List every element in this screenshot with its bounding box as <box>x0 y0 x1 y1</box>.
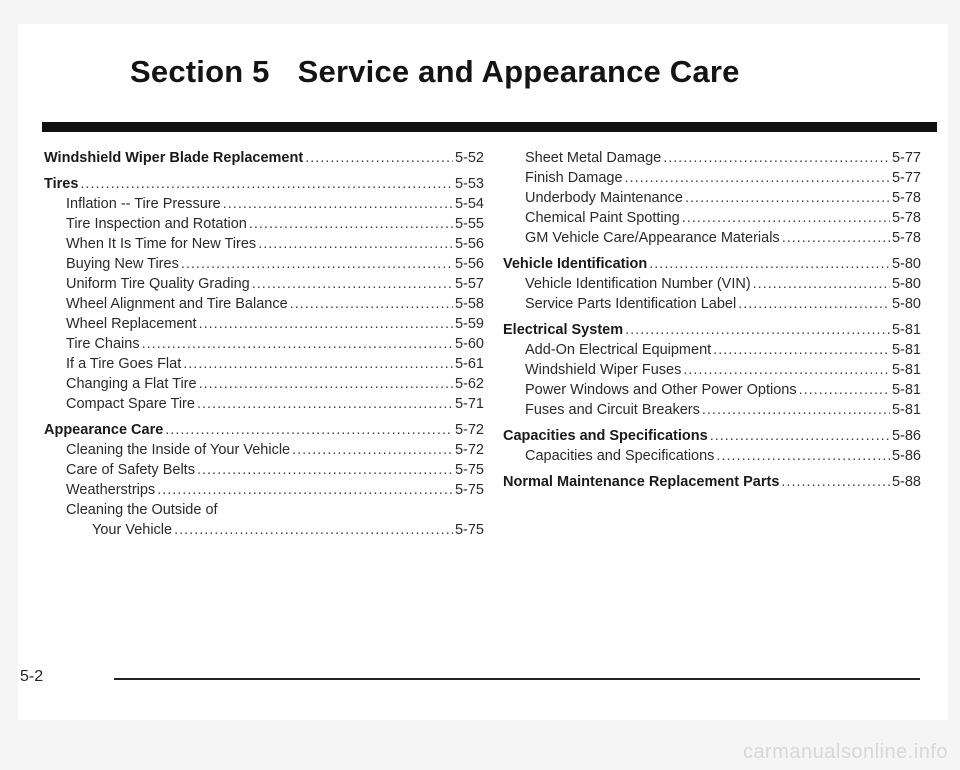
dot-leader <box>292 440 453 460</box>
toc-section-entry[interactable] <box>44 148 484 168</box>
toc-entry[interactable] <box>44 294 484 314</box>
toc-entry-label: Weatherstrips <box>66 482 156 498</box>
toc-page-number: 5-81 <box>891 362 921 378</box>
toc-page-number: 5-61 <box>454 356 484 372</box>
toc-entry[interactable] <box>44 234 484 254</box>
toc-page-number: 5-81 <box>891 322 921 338</box>
dot-leader <box>625 320 890 340</box>
toc-page-number: 5-59 <box>454 316 484 332</box>
toc-entry-label: Compact Spare Tire <box>66 396 195 412</box>
toc-page-number: 5-77 <box>891 150 921 166</box>
dot-leader <box>223 194 453 214</box>
toc-page-number: 5-75 <box>454 482 484 498</box>
toc-entry[interactable] <box>44 254 484 274</box>
toc-entry-label: Wheel Alignment and Tire Balance <box>66 296 288 312</box>
toc-page-number: 5-88 <box>891 474 921 490</box>
toc-entry-label: Buying New Tires <box>66 256 179 272</box>
toc-entry[interactable] <box>44 314 484 334</box>
toc-page-number: 5-78 <box>891 210 921 226</box>
toc-entry-text: Cleaning the Outside of <box>66 502 218 518</box>
toc-page-number: 5-77 <box>891 170 921 186</box>
dot-leader <box>183 354 453 374</box>
section-label: Section 5 <box>130 54 270 89</box>
dot-leader <box>258 234 453 254</box>
toc-page-number: 5-62 <box>454 376 484 392</box>
toc-page-number: 5-78 <box>891 230 921 246</box>
toc-section-entry[interactable] <box>44 174 484 194</box>
toc-entry[interactable] <box>503 360 921 380</box>
toc-column-right <box>503 148 921 492</box>
toc-entry-label: Care of Safety Belts <box>66 462 195 478</box>
dot-leader <box>165 420 453 440</box>
toc-page-number: 5-81 <box>891 342 921 358</box>
toc-page-number: 5-52 <box>454 150 484 166</box>
toc-entry-label: Windshield Wiper Blade Replacement <box>44 150 304 166</box>
toc-entry[interactable] <box>44 194 484 214</box>
dot-leader <box>199 314 453 334</box>
toc-entry-label: Power Windows and Other Power Options <box>525 382 797 398</box>
toc-entry-label: Finish Damage <box>525 170 623 186</box>
dot-leader <box>80 174 453 194</box>
toc-entry-label: Sheet Metal Damage <box>525 150 662 166</box>
toc-entry-label: Capacities and Specifications <box>525 448 715 464</box>
toc-entry-label: Uniform Tire Quality Grading <box>66 276 250 292</box>
toc-entry-label: Tire Chains <box>66 336 140 352</box>
toc-section-entry[interactable] <box>503 472 921 492</box>
toc-entry[interactable] <box>44 520 484 540</box>
toc-entry-label: Wheel Replacement <box>66 316 197 332</box>
toc-entry[interactable] <box>44 460 484 480</box>
toc-entry-label: Add-On Electrical Equipment <box>525 342 712 358</box>
header-rule <box>42 122 937 132</box>
toc-page-number: 5-81 <box>891 402 921 418</box>
toc-entry-label: Tire Inspection and Rotation <box>66 216 247 232</box>
toc-entry[interactable] <box>503 400 921 420</box>
toc-entry-label: Tires <box>44 176 79 192</box>
dot-leader <box>199 374 453 394</box>
dot-leader <box>174 520 453 540</box>
dot-leader <box>625 168 890 188</box>
dot-leader <box>181 254 453 274</box>
toc-section-entry[interactable] <box>503 426 921 446</box>
toc-entry-label: Windshield Wiper Fuses <box>525 362 682 378</box>
toc-entry-label: Your Vehicle <box>92 522 173 538</box>
toc-entry[interactable] <box>503 208 921 228</box>
toc-section-entry[interactable] <box>44 420 484 440</box>
toc-entry-label: Normal Maintenance Replacement Parts <box>503 474 780 490</box>
dot-leader <box>249 214 453 234</box>
dot-leader <box>781 472 890 492</box>
toc-entry[interactable] <box>503 228 921 248</box>
toc-entry-label: Vehicle Identification Number (VIN) <box>525 276 751 292</box>
dot-leader <box>142 334 453 354</box>
toc-entry-label: GM Vehicle Care/Appearance Materials <box>525 230 780 246</box>
toc-entry[interactable] <box>503 340 921 360</box>
page-title <box>130 54 740 90</box>
toc-entry[interactable] <box>503 294 921 314</box>
toc-entry[interactable] <box>503 274 921 294</box>
footer-rule <box>114 678 920 680</box>
dot-leader <box>782 228 890 248</box>
toc-page-number: 5-71 <box>454 396 484 412</box>
toc-entry-label: Chemical Paint Spotting <box>525 210 680 226</box>
toc-page-number: 5-72 <box>454 422 484 438</box>
dot-leader <box>305 148 453 168</box>
toc-entry[interactable] <box>44 354 484 374</box>
dot-leader <box>713 340 890 360</box>
toc-page-number: 5-54 <box>454 196 484 212</box>
toc-entry[interactable] <box>503 148 921 168</box>
toc-page-number: 5-75 <box>454 522 484 538</box>
toc-page-number: 5-53 <box>454 176 484 192</box>
toc-page-number: 5-56 <box>454 256 484 272</box>
toc-entry-label: Underbody Maintenance <box>525 190 683 206</box>
dot-leader <box>197 460 453 480</box>
toc-entry-label: Electrical System <box>503 322 624 338</box>
toc-entry[interactable] <box>44 394 484 414</box>
toc-entry[interactable] <box>44 440 484 460</box>
dot-leader <box>683 360 890 380</box>
dot-leader <box>252 274 453 294</box>
toc-page-number: 5-80 <box>891 276 921 292</box>
dot-leader <box>799 380 890 400</box>
toc-page-number: 5-55 <box>454 216 484 232</box>
toc-entry-label: Inflation -- Tire Pressure <box>66 196 221 212</box>
toc-section-entry[interactable] <box>503 320 921 340</box>
dot-leader <box>197 394 453 414</box>
toc-entry[interactable] <box>44 334 484 354</box>
toc-page-number: 5-60 <box>454 336 484 352</box>
toc-page-number: 5-58 <box>454 296 484 312</box>
toc-page-number: 5-81 <box>891 382 921 398</box>
manual-page <box>18 24 948 720</box>
dot-leader <box>290 294 453 314</box>
toc-page-number: 5-80 <box>891 296 921 312</box>
toc-page-number: 5-78 <box>891 190 921 206</box>
toc-page-number: 5-86 <box>891 428 921 444</box>
toc-entry-label: If a Tire Goes Flat <box>66 356 182 372</box>
toc-page-number: 5-72 <box>454 442 484 458</box>
toc-entry-label: Capacities and Specifications <box>503 428 708 444</box>
toc-entry[interactable] <box>503 380 921 400</box>
toc-page-number: 5-57 <box>454 276 484 292</box>
dot-leader <box>753 274 890 294</box>
toc-entry[interactable] <box>44 274 484 294</box>
toc-column-left <box>44 148 484 540</box>
toc-page-number: 5-86 <box>891 448 921 464</box>
toc-entry-label: Cleaning the Inside of Your Vehicle <box>66 442 291 458</box>
toc-entry-label: Changing a Flat Tire <box>66 376 197 392</box>
toc-section-entry[interactable] <box>503 254 921 274</box>
toc-page-number: 5-56 <box>454 236 484 252</box>
toc-entry-label: When It Is Time for New Tires <box>66 236 257 252</box>
toc-entry-label: Vehicle Identification <box>503 256 648 272</box>
dot-leader <box>738 294 890 314</box>
toc-entry[interactable] <box>44 374 484 394</box>
toc-entry-label: Fuses and Circuit Breakers <box>525 402 700 418</box>
dot-leader <box>710 426 890 446</box>
toc-entry[interactable] <box>503 188 921 208</box>
dot-leader <box>663 148 890 168</box>
dot-leader <box>157 480 453 500</box>
toc-entry[interactable] <box>44 480 484 500</box>
toc-entry[interactable] <box>503 446 921 466</box>
dot-leader <box>649 254 890 274</box>
toc-entry-label: Service Parts Identification Label <box>525 296 737 312</box>
dot-leader <box>682 208 890 228</box>
toc-page-number: 5-80 <box>891 256 921 272</box>
section-title: Service and Appearance Care <box>297 54 740 89</box>
toc-page-number: 5-75 <box>454 462 484 478</box>
page-number: 5-2 <box>20 668 44 685</box>
toc-entry[interactable] <box>503 168 921 188</box>
dot-leader <box>685 188 890 208</box>
watermark: carmanualsonline.info <box>742 741 948 763</box>
toc-entry-label: Appearance Care <box>44 422 164 438</box>
toc-entry[interactable] <box>44 214 484 234</box>
dot-leader <box>716 446 890 466</box>
dot-leader <box>702 400 890 420</box>
